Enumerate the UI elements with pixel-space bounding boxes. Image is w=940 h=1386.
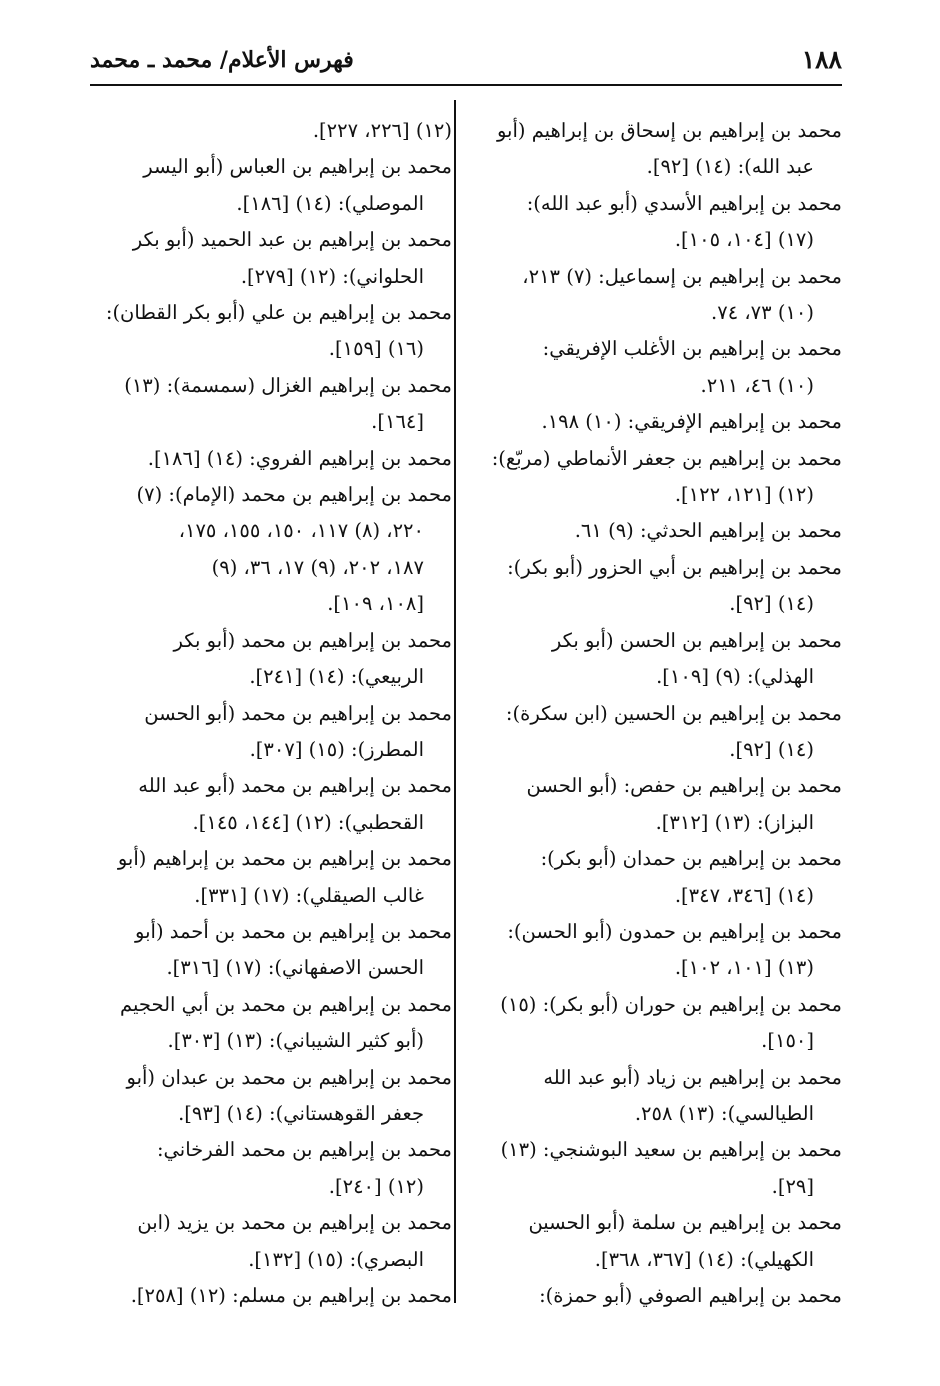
entry-line: محمد بن إبراهيم بن العباس (أبو اليسر (143, 155, 452, 179)
entry-line: محمد بن إبراهيم الصوفي (أبو حمزة): (539, 1284, 842, 1307)
index-entry (88, 1205, 452, 1278)
index-entry (478, 513, 842, 549)
index-entry (478, 841, 842, 914)
entry-continuation: [١٠٨، ١٠٩]. (327, 592, 424, 616)
entry-continuation: البصري): (١٥) [١٣٢]. (248, 1247, 424, 1271)
index-entry (88, 623, 452, 696)
entry-line: محمد بن إبراهيم بن محمد بن أبي الحجيم (120, 992, 452, 1016)
entry-line: محمد بن إبراهيم بن أبي الحزور (أبو بكر): (507, 555, 842, 579)
entry-continuation: (١٠) ٧٣، ٧٤. (711, 301, 814, 325)
index-entry (478, 186, 842, 259)
left-column (88, 113, 452, 1314)
entry-continuation: الموصلي): (١٤) [١٨٦]. (236, 191, 424, 215)
index-entry (478, 1060, 842, 1133)
index-entry (478, 623, 842, 696)
index-entry (88, 696, 452, 769)
index-entry (88, 1132, 452, 1205)
entry-continuation: (١٤) [٩٢]. (729, 737, 814, 761)
index-entry (478, 696, 842, 769)
entry-continuation: الحلواني): (١٢) [٢٧٩]. (240, 264, 424, 288)
entry-continuation: جعفر القوهستاني): (١٤) [٩٣]. (178, 1101, 424, 1125)
entry-continuation: غالب الصيقلي): (١٧) [٣٣١]. (194, 883, 424, 907)
entry-line: محمد بن إبراهيم بن حمدون (أبو الحسن): (507, 919, 842, 943)
index-entry (478, 1205, 842, 1278)
entry-continuation: [١٥٠]. (761, 1029, 814, 1053)
entry-line: محمد بن إبراهيم بن الحسن (أبو بكر (551, 628, 842, 652)
entry-line: محمد بن إبراهيم بن إسماعيل: (٧) ٢١٣، (522, 264, 842, 288)
entry-continuation: الهذلي): (٩) [١٠٩]. (656, 665, 814, 689)
entry-line: محمد بن إبراهيم بن حفص: (أبو الحسن (526, 774, 842, 798)
entry-line: (١٢) [٢٢٦، ٢٢٧]. (312, 119, 452, 142)
entry-line: محمد بن إبراهيم بن سعيد البوشنجي: (١٣) (500, 1138, 842, 1162)
entry-line: محمد بن إبراهيم بن الحسين (ابن سكرة): (505, 701, 842, 725)
entry-continuation: القحطبي): (١٢) [١٤٤، ١٤٥]. (192, 810, 424, 834)
page-header (90, 40, 842, 86)
entry-line: محمد بن إبراهيم الإفريقي: (١٠) ١٩٨. (541, 410, 842, 434)
entry-continuation: [١٦٤]. (371, 410, 424, 434)
entry-line: محمد بن إبراهيم الحدثي: (٩) ٦١. (574, 519, 842, 543)
entry-line: محمد بن إبراهيم بن علي (أبو بكر القطان): (105, 301, 452, 325)
entry-line: محمد بن إبراهيم بن محمد بن يزيد (ابن (137, 1211, 452, 1235)
entry-continuation: ٢٢٠، (٨) ١١٧، ١٥٠، ١٥٥، ١٧٥، (178, 519, 424, 543)
index-entry (478, 768, 842, 841)
column-divider (454, 100, 456, 1303)
entry-continuation: ١٨٧، ٢٠٢، (٩) ١٧، ٣٦، (٩) (211, 555, 424, 579)
index-entry (88, 477, 452, 623)
running-title: فهرس الأعلام/ محمد ـ محمد (90, 47, 354, 73)
index-entry (88, 149, 452, 222)
entry-line: محمد بن إبراهيم بن محمد بن أحمد (أبو (135, 919, 452, 943)
index-entry (88, 914, 452, 987)
entry-continuation: [٢٩]. (771, 1174, 814, 1198)
entry-line: محمد بن إبراهيم بن جعفر الأنماطي (مربّع): (491, 446, 842, 470)
entry-continuation: (أبو كثير الشيباني): (١٣) [٣٠٣]. (167, 1029, 424, 1053)
entry-continuation: الكهيلي): (١٤) [٣٦٧، ٣٦٨]. (594, 1247, 814, 1271)
entry-line: محمد بن إبراهيم بن الأغلب الإفريقي: (542, 337, 842, 361)
index-entry (478, 441, 842, 514)
entry-line: محمد بن إبراهيم بن حمدان (أبو بكر): (540, 847, 842, 871)
index-entry (478, 550, 842, 623)
entry-continuation: (١٢) [١٢١، ١٢٢]. (674, 483, 814, 507)
index-entry (478, 1278, 842, 1314)
index-entry (478, 331, 842, 404)
index-entry (478, 404, 842, 440)
entry-line: محمد بن إبراهيم الفروي: (١٤) [١٨٦]. (147, 446, 452, 470)
entry-line: محمد بن إبراهيم بن مسلم: (١٢) [٢٥٨]. (130, 1284, 452, 1307)
entry-line: محمد بن إبراهيم بن محمد (الإمام): (٧) (136, 483, 452, 507)
entry-line: محمد بن إبراهيم بن عبد الحميد (أبو بكر (132, 228, 452, 252)
entry-line: محمد بن إبراهيم بن محمد بن إبراهيم (أبو (117, 847, 452, 871)
index-entry (88, 295, 452, 368)
entry-line: محمد بن إبراهيم الغزال (سمسمة): (١٣) (124, 373, 452, 397)
entry-line: محمد بن إبراهيم بن محمد (أبو عبد الله (138, 774, 452, 798)
entry-line: محمد بن إبراهيم بن محمد (أبو الحسن (144, 701, 452, 725)
index-entry (88, 368, 452, 441)
entry-continuation: (١٢) [٢٤٠]. (328, 1174, 424, 1198)
entry-line: محمد بن إبراهيم بن حوران (أبو بكر): (١٥) (500, 992, 842, 1016)
entry-continuation: (١٠) ٤٦، ٢١١. (700, 373, 814, 397)
index-entry (88, 222, 452, 295)
index-entry (478, 987, 842, 1060)
entry-continuation: (١٣) [١٠١، ١٠٢]. (674, 956, 814, 980)
entry-continuation: عبد الله): (١٤) [٩٢]. (646, 155, 814, 179)
index-entry (88, 987, 452, 1060)
entry-continuation: (١٧) [١٠٤، ١٠٥]. (674, 228, 814, 252)
entry-line: محمد بن إبراهيم بن زياد (أبو عبد الله (543, 1065, 842, 1089)
entry-line: محمد بن إبراهيم بن محمد (أبو بكر (173, 628, 452, 652)
index-entry (88, 1060, 452, 1133)
entry-continuation: الطيالسي): (١٣) ٢٥٨. (634, 1101, 814, 1125)
page-number: ١٨٨ (801, 45, 842, 74)
entry-line: محمد بن إبراهيم الأسدي (أبو عبد الله): (526, 191, 842, 215)
entry-continuation: (١٤) [٣٤٦، ٣٤٧]. (674, 883, 814, 907)
entry-continuation: الربيعي): (١٤) [٢٤١]. (249, 665, 424, 689)
entry-continuation: المطرز): (١٥) [٣٠٧]. (249, 737, 424, 761)
index-entry (88, 841, 452, 914)
index-entry (478, 259, 842, 332)
index-entry (478, 914, 842, 987)
index-entry (88, 1278, 452, 1314)
right-column (478, 113, 842, 1314)
index-entry (88, 113, 452, 149)
entry-continuation: (١٦) [١٥٩]. (328, 337, 424, 361)
index-entry (478, 113, 842, 186)
entry-line: محمد بن إبراهيم بن إسحاق بن إبراهيم (أبو (496, 119, 842, 142)
entry-continuation: (١٤) [٩٢]. (729, 592, 814, 616)
entry-continuation: الحسن الاصفهاني): (١٧) [٣١٦]. (166, 956, 424, 980)
entry-line: محمد بن إبراهيم بن محمد بن عبدان (أبو (126, 1065, 452, 1089)
entry-continuation: البزاز): (١٣) [٣١٢]. (655, 810, 814, 834)
entry-line: محمد بن إبراهيم بن محمد الفرخاني: (156, 1138, 452, 1162)
index-entry (478, 1132, 842, 1205)
entry-line: محمد بن إبراهيم بن سلمة (أبو الحسين (528, 1211, 842, 1235)
index-entry (88, 441, 452, 477)
index-entry (88, 768, 452, 841)
